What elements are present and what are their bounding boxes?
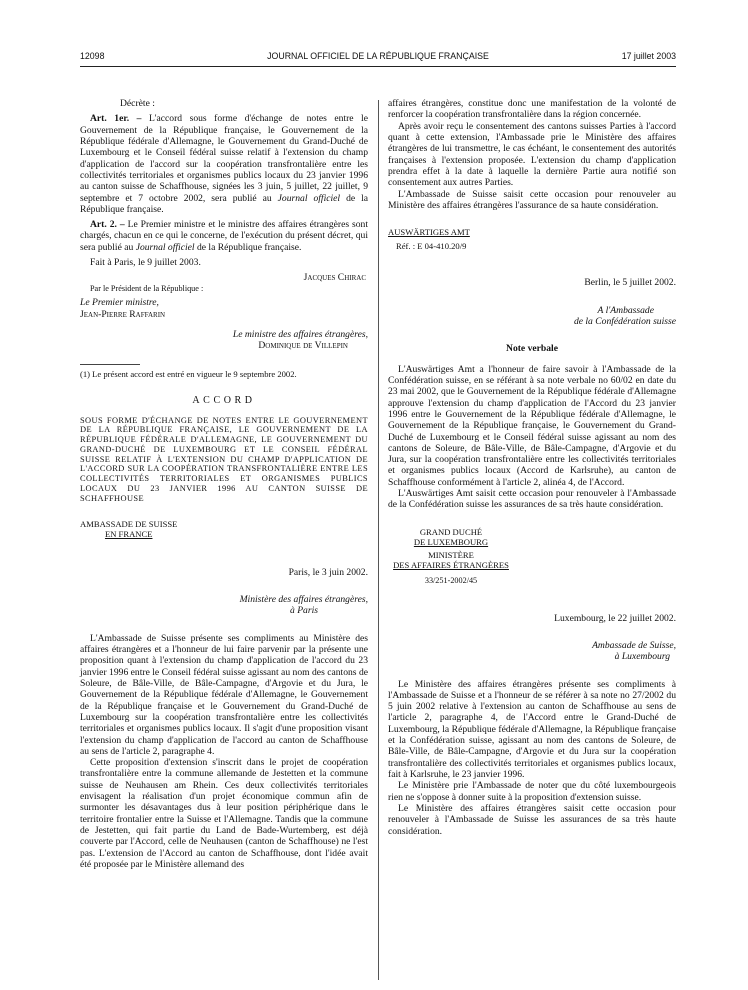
accord-title: ACCORD [192,394,256,406]
mae-title: Le ministre des affaires étrangères, [232,328,368,340]
ministere-line-2: DES AFFAIRES ÉTRANGÈRES [393,560,509,571]
footnote: (1) Le présent accord est entré en vigueur le 9 septembre 2002. [80,368,297,379]
paragraph-consentement: Après avoir reçu le consentement des cantons suisses Parties à l'accord quant à cette extension, l'Ambassade prie le Ministère des affaires étrangères de lui transmettre, le cas échéant, le consentement des autorités françaises à l'extension proposée. L'extension du champ d'application prendra effet à la date à laquelle la dernière Partie aura notifié son consentement aux autres Parties. [388,120,676,189]
footnote-rule [80,364,140,365]
accord-subtitle: SOUS FORME D'ÉCHANGE DE NOTES ENTRE LE GOUVERNEMENT DE LA RÉPUBLIQUE FRANÇAISE, LE GOUVERNEMENT DE LA RÉPUBLIQUE FÉDÉRALE D'ALLEMAGNE, LE GOUVERNEMENT DU GRAND-DUCHÉ DE LUXEMBOURG ET LE CONSEIL FÉDÉRAL SUISSE RELATIF À L'EXTENSION DU CHAMP D'APPLICATION DE L'ACCORD SUR LA COOPÉRATION TRANSFRONTALIÈRE ENTRE LES COLLECTIVITÉS TERRITORIALES ET ORGANISMES PUBLICS LOCAUX DU 23 JANVIER 1996 AU CANTON SUISSE DE SCHAFFHOUSE [80,415,368,503]
art1-jo: Journal officiel [277,192,341,204]
fait-a-paris: Fait à Paris, le 9 juillet 2003. [90,257,201,269]
article-1 [80,113,368,215]
signature-chirac: Jacques Chirac [303,272,366,284]
paragraph-ambassade-considération: L'Ambassade de Suisse saisit cette occasion pour renouveler au Ministère des affaires étrangères l'assurance de sa haute considération. [388,188,676,211]
luxembourg-ministry-block [388,527,676,587]
decrete-heading: Décrète : [120,98,155,109]
page-number: 12098 [80,51,105,61]
art2-label: Art. 2. – [90,219,125,231]
ambassade-line-2: EN FRANCE [104,529,153,540]
paragraph-lux-1: Le Ministère des affaires étrangères présente ses compliments à l'Ambassade de Suisse et a l'honneur de se référer à sa note no 27/2002 du 5 juin 2002 relative à l'extension au canton de Schaffhouse au sens de l'article 2, paragraphe 4, de l'Accord entre le Grand-Duché de Luxembourg, la République fédérale d'Allemagne, la République française et la Confédération suisse, agissant au nom des cantons de Soleure, de Bâle-Ville, de Bâle-Campagne, d'Argovie et du Jura sur la coopération transfrontalière des collectivités territoriales et organismes publics locaux, fait à Karlsruhe, le 23 janvier 1996. [388,678,676,781]
paragraph-continuation: affaires étrangères, constitue donc une manifestation de la volonté de renforcer la coopération transfrontalière dans la région concernée. [388,98,676,121]
art2-text-a: Le Premier ministre et le ministre des affaires étrangères sont chargés, chacun en ce qui le concerne, de l'exécution du présent décret, qui sera publié au [80,219,369,253]
header-rule [80,66,676,67]
ambassade-suisse-line-2: à Luxembourg [614,651,670,663]
art1-text-a: L'accord sous forme d'échange de notes entre le Gouvernement de la République française, le Gouvernement de la République fédérale d'Allemagne, le Gouvernement du Grand-Duché de Luxembourg et le Conseil fédéral suisse relatif à l'extension du champ d'application de l'accord sur la coopération transfrontalière entre les collectivités territoriales et organismes publics locaux du 23 janvier 1996 au canton suisse de Schaffhouse, signées les 3 juin, 5 juillet, 22 juillet, 9 septembre et 7 octobre 2002, sera publié au [80,113,368,204]
ambassade-block [80,519,368,540]
ministere-line-1: MINISTÈRE [428,550,474,560]
mae-name: Dominique de Villepin [258,340,348,352]
a-ambassade-line-1: A l'Ambassade [597,304,654,316]
art2-text-b: de la République française. [194,241,302,253]
paris-date: Paris, le 3 juin 2002. [288,566,368,578]
reference: Réf. : E 04-410.20/9 [396,241,467,252]
paragraph-lux-2: Le Ministère prie l'Ambassade de noter que du côté luxembourgeois rien ne s'oppose à donner suite à la proposition d'extension suisse. [388,780,676,803]
right-column [388,98,676,837]
premier-ministre-name: Jean-Pierre Raffarin [80,308,166,320]
paragraph-extension: Cette proposition d'extension s'inscrit dans le projet de coopération transfrontalière entre la commune allemande de Jestetten et la commune suisse de Neuhausen am Rhein. Ces deux collectivités territoriales envisagent la réalisation d'un projet économique commun afin de surmonter les désavantages dus à leur position périphérique dans le territoire frontalier entre la Suisse et l'Allemagne. Tandis que la commune de Jestetten, qui fait partie du Land de Bade-Wurtemberg, est déjà couverte par l'Accord, celle de Neuhausen (canton de Schaffhouse) ne l'est pas. L'extension de l'Accord au canton de Schaffhouse, dont l'idée avait été proposée par le Ministère allemand des [80,757,368,870]
paragraph-proposition: L'Ambassade de Suisse présente ses compliments au Ministère des affaires étrangères et a l'honneur de lui faire parvenir par la présente une proposition quant à l'extension du champ d'application de l'accord du 23 janvier 1996 entre le Conseil fédéral suisse agissant au nom des cantons de Soleure, de Bâle-Ville, de Bâle-Campagne, d'Argovie et du Jura, le Gouvernement de la République fédérale d'Allemagne, le Gouvernement de la République française et le Gouvernement du Grand-Duché de Luxembourg sur la coopération transfrontalière entre les collectivités territoriales et organismes publics locaux. Il s'agit d'une proposition visant l'extension du champ d'application de l'accord au canton de Schaffhouse au sens de l'article 2, paragraphe 4. [80,632,368,757]
issue-date: 17 juillet 2003 [621,51,676,61]
note-verbale-title: Note verbale [506,343,558,355]
destinataire-line-1: Ministère des affaires étrangères, [239,594,368,606]
berlin-date: Berlin, le 5 juillet 2002. [584,277,676,289]
destinataire-line-2: à Paris [290,605,318,617]
page-header [80,51,676,65]
left-column [80,98,368,870]
article-2 [80,219,368,253]
journal-title: JOURNAL OFFICIEL DE LA RÉPUBLIQUE FRANÇAISE [267,51,489,61]
paragraph-lux-3: Le Ministère des affaires étrangères saisit cette occasion pour renouveler à l'Ambassade de Suisse les assurances de sa très haute considération. [388,802,676,837]
a-ambassade-line-2: de la Confédération suisse [573,316,676,328]
art1-label: Art. 1er. – [90,113,142,125]
paragraph-aa-2: L'Auswärtiges Amt saisit cette occasion pour renouveler à l'Ambassade de la Confédération suisse les assurances de sa très haute considération. [388,488,676,511]
ambassade-line-1: AMBASSADE DE SUISSE [80,519,178,530]
art1-text-b: de la République française. [80,192,369,215]
auswartiges-amt: AUSWÄRTIGES AMT [388,227,470,238]
paragraph-aa-1: L'Auswärtiges Amt a l'honneur de faire savoir à l'Ambassade de la Confédération suisse, en se référant à sa note verbale no 60/02 en date du 23 mai 2002, que le Gouvernement de la République fédérale d'Allemagne approuve l'extension du champ d'application de l'Accord du 23 janvier 1996 entre le Gouvernement de la République fédérale d'Allemagne, le Gouvernement de la République française, le Gouvernement du Grand-Duché de Luxembourg et le Conseil fédéral suisse agissant au nom des cantons de Soleure, de Bâle-Ville, de Bâle-Campagne, d'Argovie et du Jura, sur la coopération transfrontalière entre les collectivités territoriales et organismes publics locaux (Accord de Karlsruhe), au canton de Schaffhouse conformément à l'article 2, alinéa 4, de l'Accord. [388,363,676,488]
ambassade-suisse-line-1: Ambassade de Suisse, [592,639,676,651]
par-le-president: Par le Président de la République : [90,283,204,293]
luxembourg-date: Luxembourg, le 22 juillet 2002. [554,612,676,624]
gd-line-1: GRAND DUCHÉ [419,526,483,537]
art2-jo: Journal officiel [135,241,195,253]
luxembourg-reference: 33/251-2002/45 [424,576,478,586]
column-divider [378,100,379,980]
premier-ministre-title: Le Premier ministre, [80,297,159,309]
gd-line-2: DE LUXEMBOURG [413,536,489,547]
